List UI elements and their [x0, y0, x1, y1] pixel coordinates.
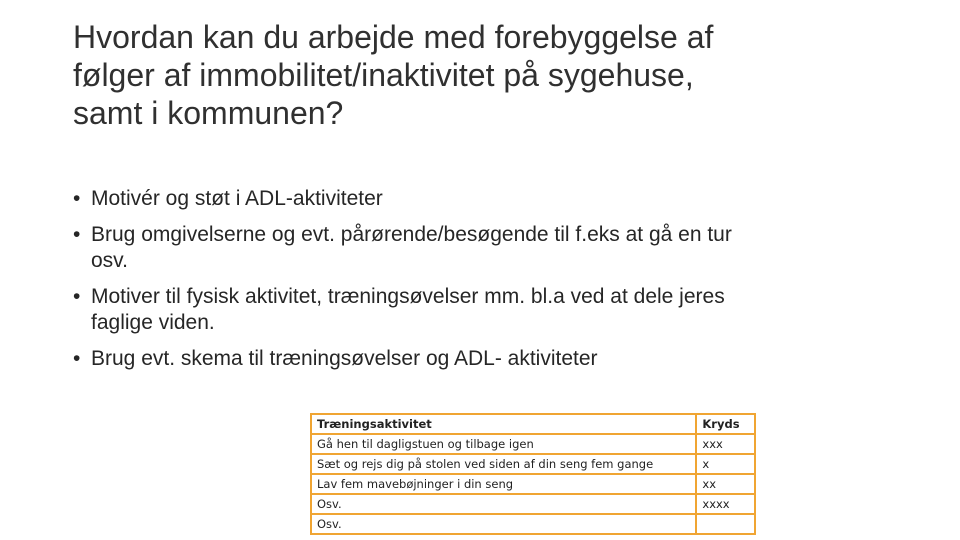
check-cell: xx: [696, 474, 755, 494]
table-row: [311, 454, 755, 474]
column-header-check: Kryds: [696, 414, 755, 434]
bullet-text: • Brug omgivelserne og evt. pårørende/besøgende til f.eks at gå en tur: [91, 223, 732, 246]
check-cell: x: [696, 454, 755, 474]
bullet-text: • Motivér og støt i ADL-aktiviteter: [91, 187, 383, 210]
bullet-text: • Motiver til fysisk aktivitet, træningsøvelser mm. bl.a ved at dele jeres: [91, 285, 725, 308]
activity-cell: Gå hen til dagligstuen og tilbage igen: [311, 434, 696, 454]
table-row: [311, 514, 755, 534]
bullet-item: [73, 186, 893, 212]
check-cell: xxxx: [696, 494, 755, 514]
column-header-activity: Træningsaktivitet: [311, 414, 696, 434]
activity-cell: Osv.: [311, 514, 696, 534]
bullet-text-continued: osv.: [91, 249, 128, 272]
activity-cell: Lav fem mavebøjninger i din seng: [311, 474, 696, 494]
table-row: [311, 474, 755, 494]
title-line: samt i kommunen?: [73, 95, 344, 131]
title-line: Hvordan kan du arbejde med forebyggelse af: [73, 19, 714, 55]
bullet-list: [73, 186, 893, 382]
training-table-image: [310, 413, 756, 540]
table-row: [311, 434, 755, 454]
check-cell: xxx: [696, 434, 755, 454]
check-cell: [696, 514, 755, 534]
training-table: [310, 413, 756, 535]
bullet-item: [73, 346, 893, 372]
table-header-row: [311, 414, 755, 434]
bullet-item: [73, 222, 893, 274]
activity-cell: Sæt og rejs dig på stolen ved siden af din seng fem gange: [311, 454, 696, 474]
table-row: [311, 494, 755, 514]
bullet-text: • Brug evt. skema til træningsøvelser og ADL- aktiviteter: [91, 347, 598, 370]
title-line: følger af immobilitet/inaktivitet på sygehuse,: [73, 57, 694, 93]
bullet-text-continued: faglige viden.: [91, 311, 215, 334]
slide-title: [73, 18, 893, 132]
activity-cell: Osv.: [311, 494, 696, 514]
bullet-item: [73, 284, 893, 336]
